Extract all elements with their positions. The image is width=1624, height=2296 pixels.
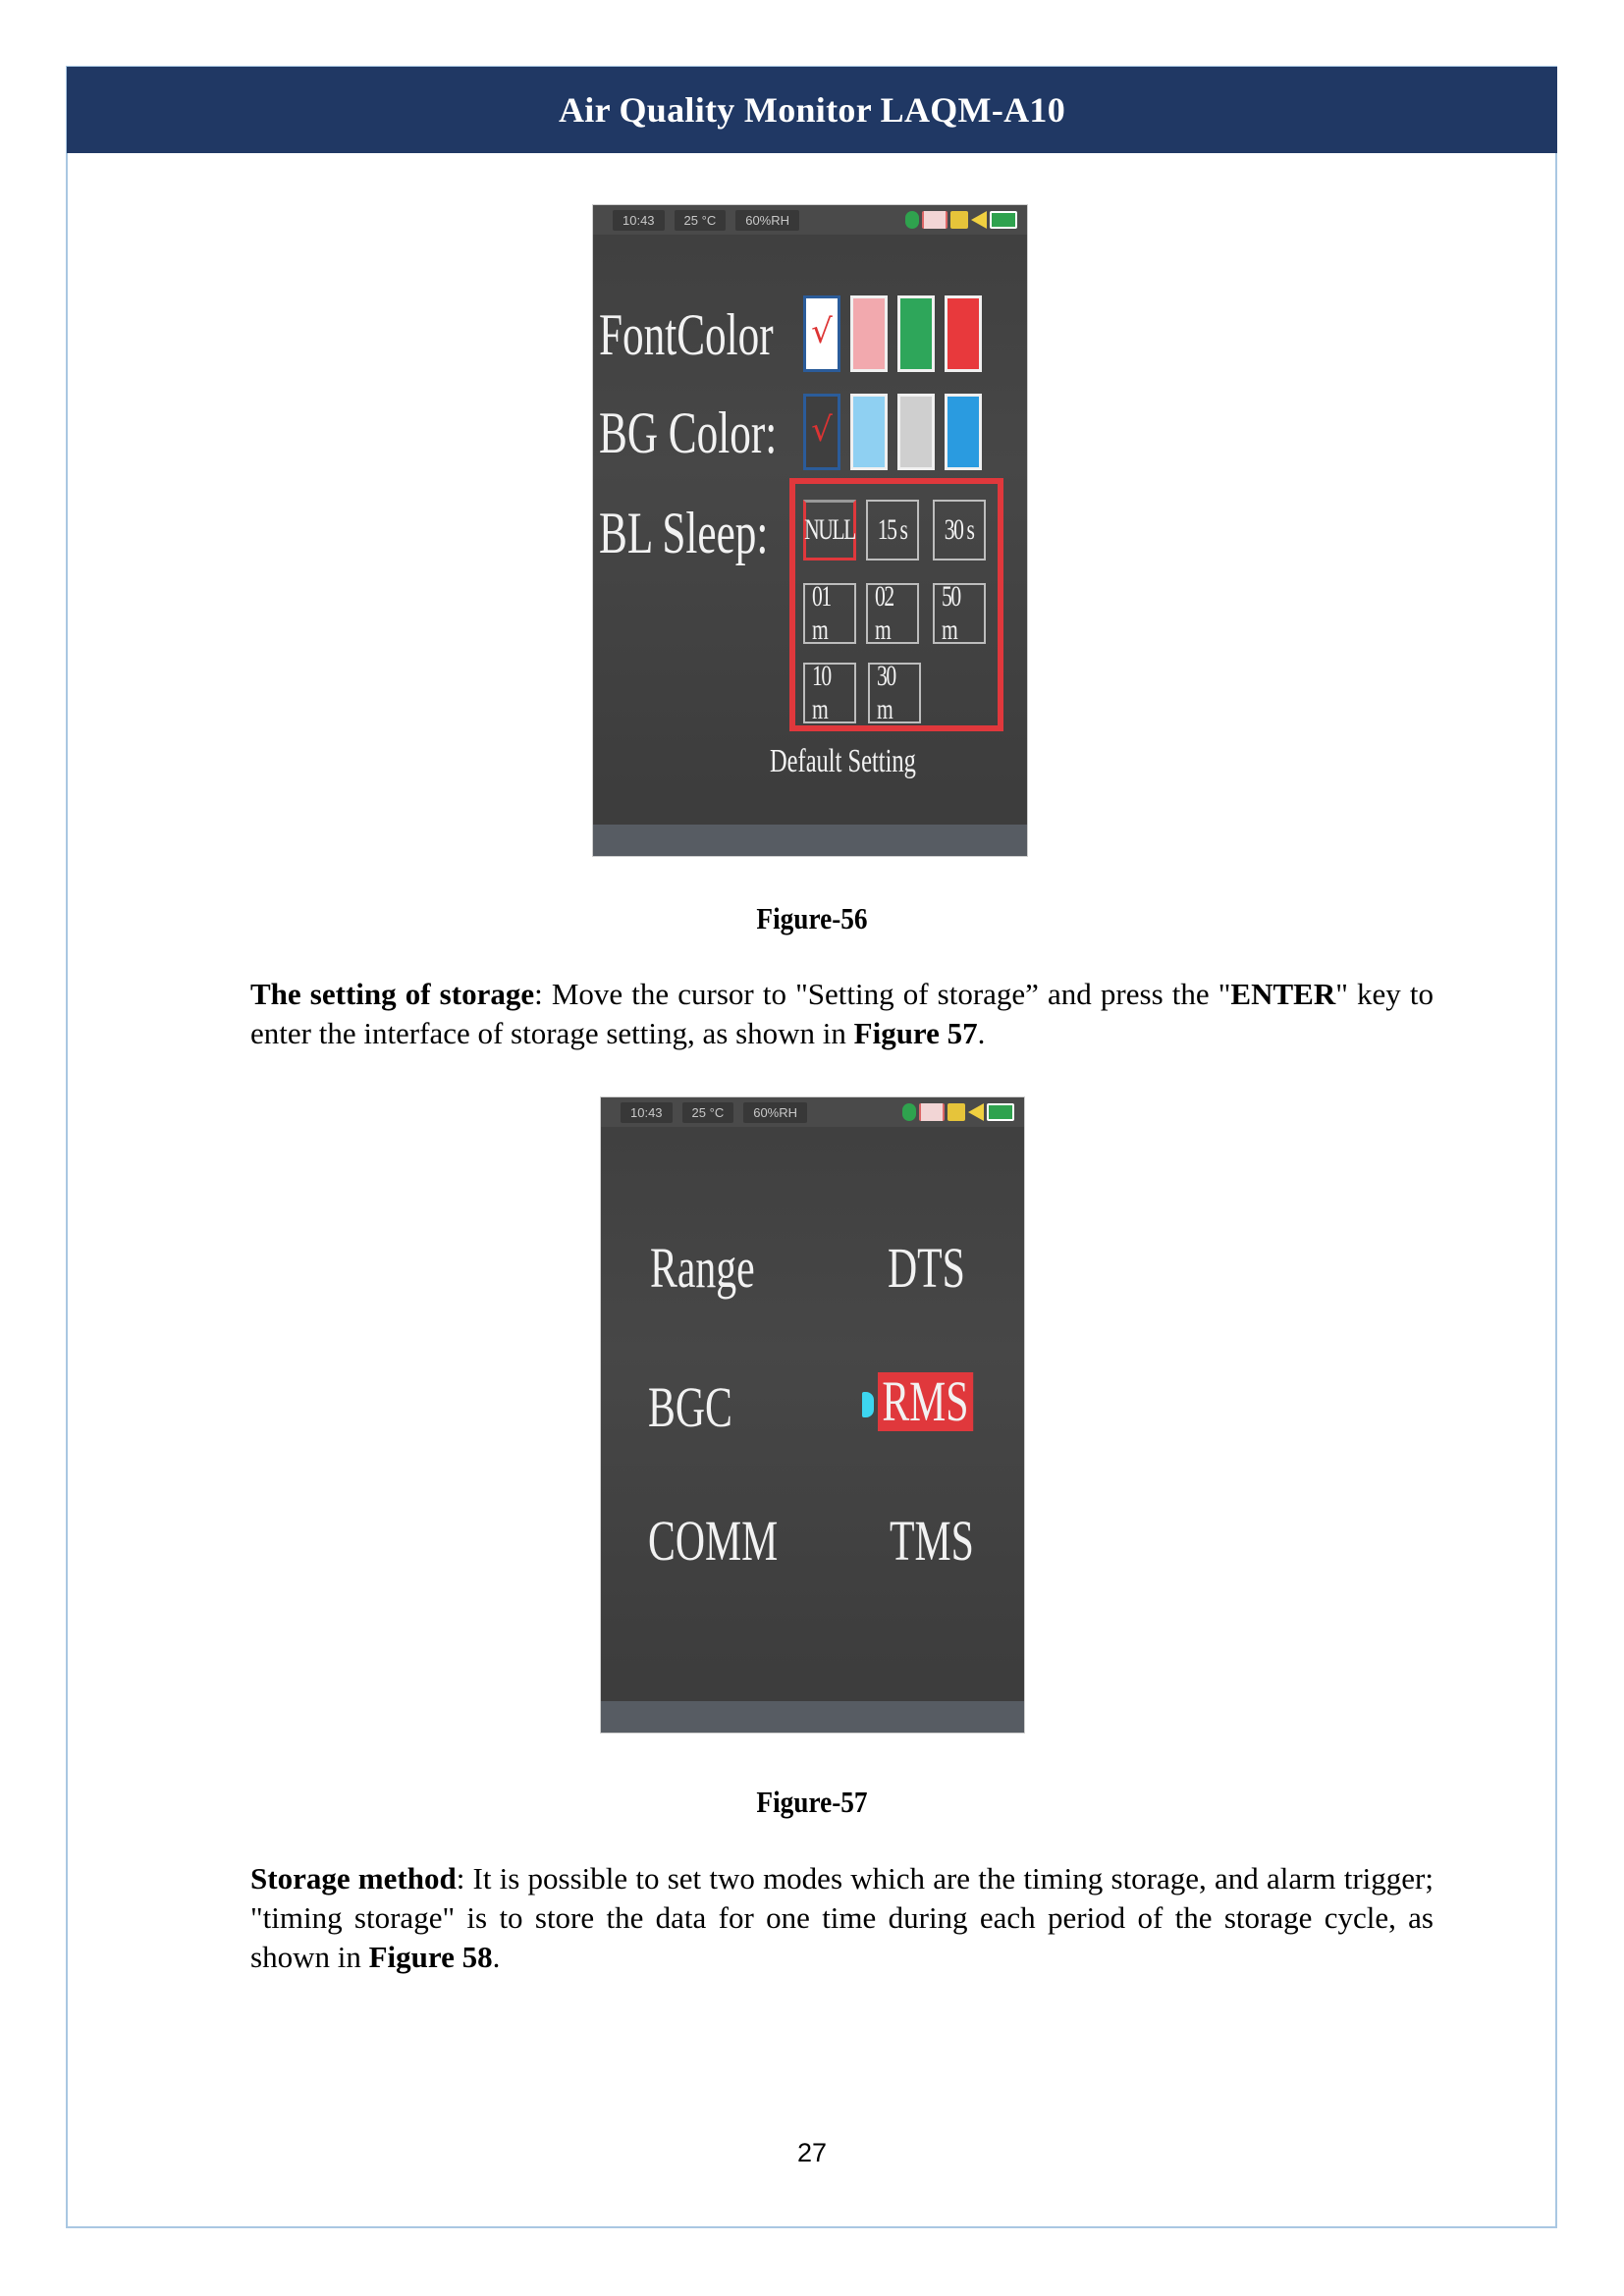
paragraph-storage-setting: The setting of storage: Move the cursor to "Setting of storage” and press the "ENTER" key to enter the interface of storage setting, as shown in Figure 57. — [250, 977, 1434, 1050]
battery-icon — [990, 211, 1017, 229]
figure-56-caption: Figure-56 — [756, 901, 868, 935]
sleep-option-50m[interactable]: 50 m — [933, 583, 986, 644]
menu-item-range[interactable]: Range — [650, 1236, 755, 1300]
battery-icon — [987, 1103, 1014, 1121]
font-color-label: FontColor — [599, 302, 774, 367]
signal-icon — [905, 211, 919, 229]
bg-color-swatch-light-blue[interactable] — [850, 394, 888, 470]
check-mark-icon: √ — [811, 312, 833, 351]
document-header — [67, 67, 1557, 153]
bottom-bar — [601, 1701, 1024, 1733]
storage-icon — [922, 211, 947, 229]
storage-icon — [919, 1103, 945, 1121]
time-readout: 10:43 — [621, 1102, 673, 1123]
paragraph-storage-method: Storage method: It is possible to set two modes which are the timing storage, and alarm trigger; "timing storage" is to store the data for one time during each period of the storage cycle, as shown in Figure 58. — [250, 1861, 1434, 1974]
sleep-option-01m[interactable]: 01 m — [803, 583, 856, 644]
figure-57-storage-settings-screen — [601, 1097, 1024, 1733]
bottom-bar — [593, 825, 1027, 856]
time-readout: 10:43 — [613, 210, 665, 231]
menu-item-rms[interactable]: RMS — [878, 1372, 973, 1431]
figure-57-caption: Figure-57 — [756, 1785, 868, 1819]
bg-color-swatch-gray[interactable] — [897, 394, 935, 470]
status-bar — [593, 205, 1027, 235]
humidity-readout: 60%RH — [735, 210, 799, 231]
humidity-readout: 60%RH — [743, 1102, 807, 1123]
term-setting-of-storage: The setting of storage — [250, 977, 535, 1011]
sleep-option-10m[interactable]: 10 m — [803, 663, 856, 723]
bl-sleep-label: BL Sleep: — [599, 501, 769, 565]
menu-item-dts[interactable]: DTS — [888, 1236, 965, 1300]
alarm-icon — [947, 1103, 965, 1121]
figure-57-reference: Figure 57 — [853, 1016, 978, 1050]
sleep-option-null[interactable]: NULL — [803, 500, 856, 561]
bg-color-label: BG Color: — [599, 400, 778, 465]
signal-icon — [902, 1103, 916, 1121]
sleep-option-30s[interactable]: 30 s — [933, 500, 986, 561]
document-title: Air Quality Monitor LAQM-A10 — [558, 90, 1066, 130]
speaker-icon — [968, 1103, 984, 1121]
enter-key-label: ENTER — [1230, 977, 1336, 1011]
figure-56-display-settings-screen — [593, 205, 1027, 856]
temperature-readout: 25 °C — [682, 1102, 734, 1123]
menu-item-bgc[interactable]: BGC — [648, 1375, 732, 1439]
speaker-icon — [971, 211, 987, 229]
font-color-swatch-pink[interactable] — [850, 295, 888, 372]
bg-color-swatch-dark[interactable] — [803, 394, 840, 470]
sleep-option-02m[interactable]: 02 m — [866, 583, 919, 644]
figure-58-reference: Figure 58 — [368, 1940, 493, 1974]
sleep-option-30m[interactable]: 30 m — [868, 663, 921, 723]
font-color-swatch-white[interactable] — [803, 295, 840, 372]
default-setting-button[interactable]: Default Setting — [770, 743, 916, 779]
check-mark-icon: √ — [811, 410, 833, 450]
font-color-swatch-green[interactable] — [897, 295, 935, 372]
sleep-option-15s[interactable]: 15 s — [866, 500, 919, 561]
alarm-icon — [950, 211, 968, 229]
term-storage-method: Storage method — [250, 1861, 457, 1896]
page-number: 27 — [796, 2138, 828, 2167]
temperature-readout: 25 °C — [675, 210, 727, 231]
bg-color-swatch-blue[interactable] — [945, 394, 982, 470]
status-bar — [601, 1097, 1024, 1127]
cursor-indicator-icon — [862, 1392, 874, 1417]
font-color-swatch-red[interactable] — [945, 295, 982, 372]
menu-item-comm[interactable]: COMM — [648, 1509, 779, 1573]
menu-item-tms[interactable]: TMS — [890, 1509, 974, 1573]
